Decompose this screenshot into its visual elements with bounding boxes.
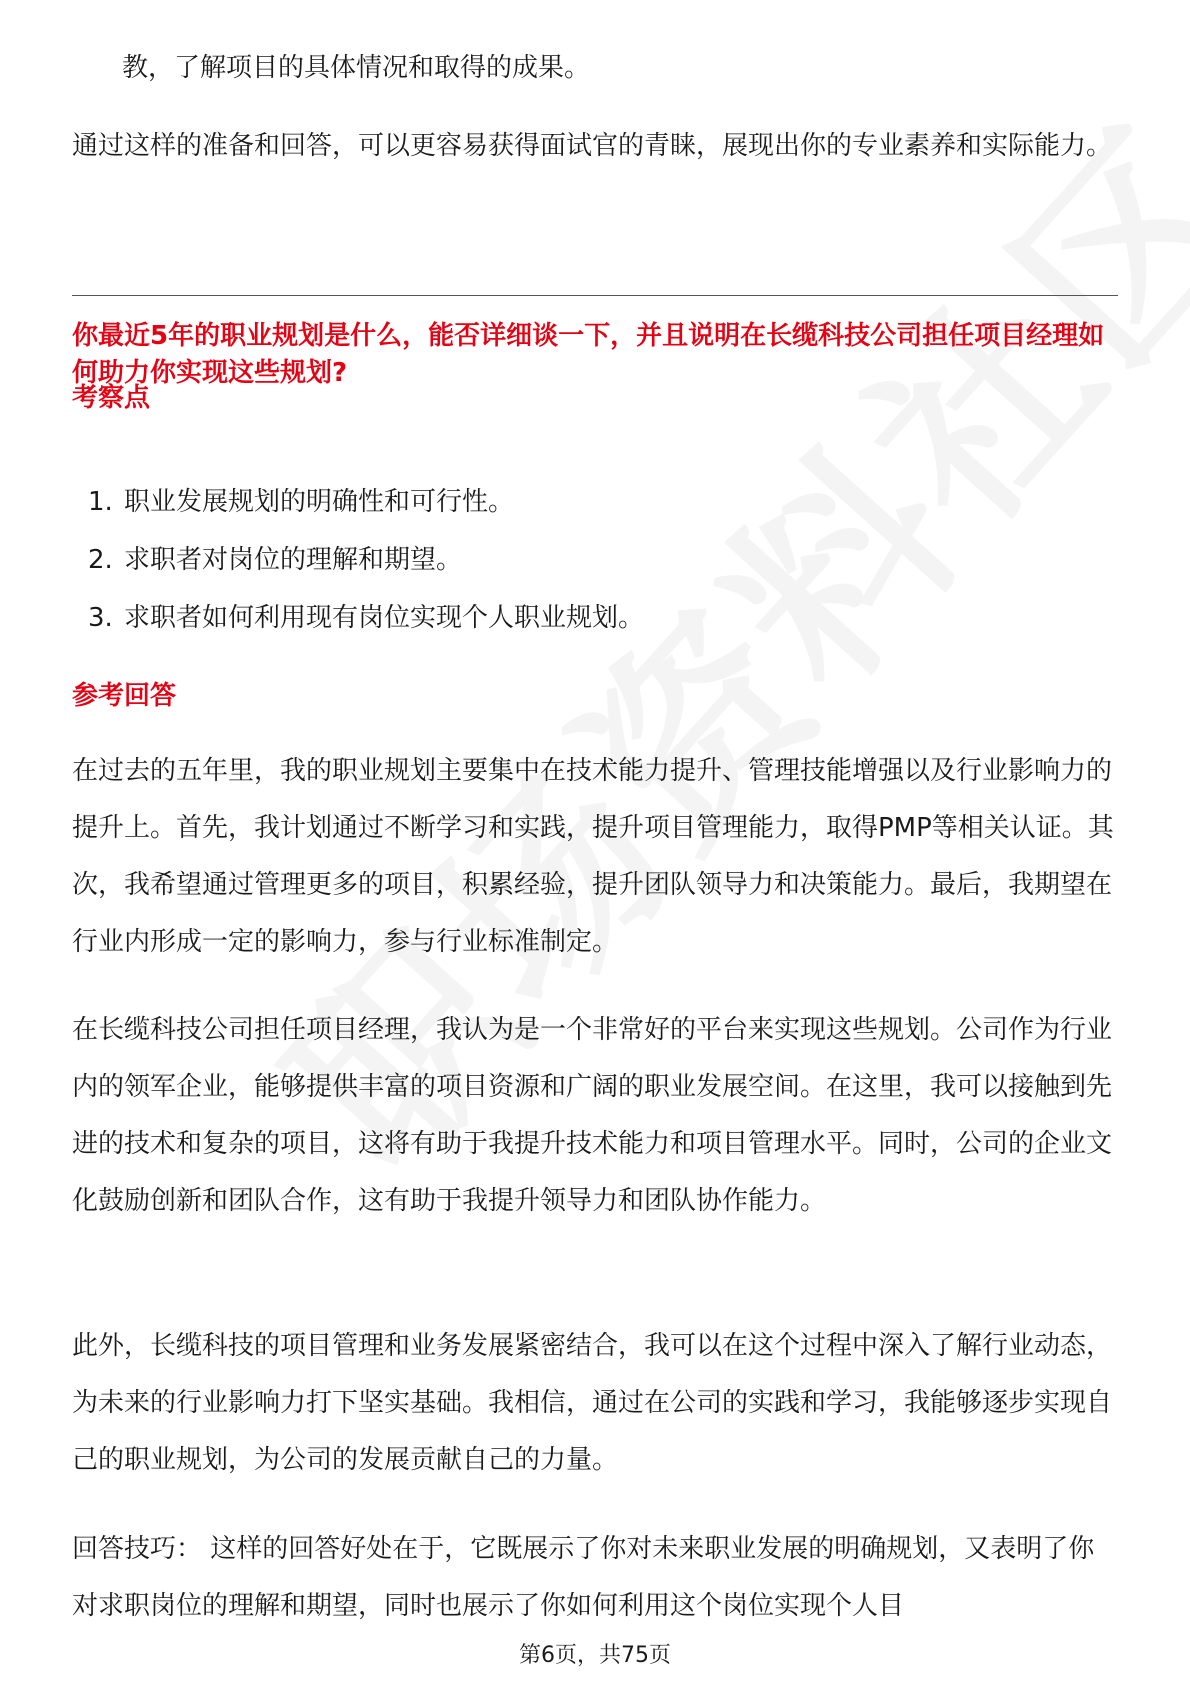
section-divider: [72, 295, 1118, 296]
reference-answer-label: 参考回答: [72, 681, 177, 711]
answer-paragraph: 此外，长缆科技的项目管理和业务发展紧密结合，我可以在这个过程中深入了解行业动态，为未来的行业影响力打下坚实基础。我相信，通过在公司的实践和学习，我能够逐步实现自己的职业规划，为公司的发展贡献自己的力量。: [72, 1331, 1113, 1475]
continuation-paragraph: 教，了解项目的具体情况和取得的成果。: [122, 53, 591, 83]
list-item-text: 求职者如何利用现有岗位实现个人职业规划。: [124, 603, 645, 633]
question-heading: 你最近5年的职业规划是什么，能否详细谈一下，并且说明在长缆科技公司担任项目经理如何助力你实现这些规划?: [72, 321, 1105, 388]
list-item: [88, 482, 1118, 540]
list-item-text: 职业发展规划的明确性和可行性。: [124, 487, 515, 517]
list-item: [88, 598, 1118, 656]
focus-points-list: [88, 482, 1118, 656]
list-item-number: 2.: [88, 545, 113, 575]
list-item: [88, 540, 1118, 598]
answer-paragraph: 在长缆科技公司担任项目经理，我认为是一个非常好的平台来实现这些规划。公司作为行业内的领军企业，能够提供丰富的项目资源和广阔的职业发展空间。在这里，我可以接触到先进的技术和复杂的项目，这将有助于我提升技术能力和项目管理水平。同时，公司的企业文化鼓励创新和团队合作，这有助于我提升领导力和团队协作能力。: [72, 1015, 1113, 1216]
list-item-text: 求职者对岗位的理解和期望。: [124, 545, 463, 575]
answer-tips-paragraph: 回答技巧： 这样的回答好处在于，它既展示了你对未来职业发展的明确规划，又表明了你对求职岗位的理解和期望，同时也展示了你如何利用这个岗位实现个人目: [72, 1534, 1095, 1621]
page-indicator: 第6页，共75页: [519, 1643, 671, 1668]
list-item-number: 1.: [88, 487, 113, 517]
summary-paragraph: 通过这样的准备和回答，可以更容易获得面试官的青睐，展现出你的专业素养和实际能力。: [72, 131, 1113, 161]
list-item-number: 3.: [88, 603, 113, 633]
answer-paragraph: 在过去的五年里，我的职业规划主要集中在技术能力提升、管理技能增强以及行业影响力的提升上。首先，我计划通过不断学习和实践，提升项目管理能力，取得PMP等相关认证。其次，我希望通过管理更多的项目，积累经验，提升团队领导力和决策能力。最后，我期望在行业内形成一定的影响力，参与行业标准制定。: [72, 756, 1114, 957]
focus-points-label: 考察点: [72, 383, 151, 413]
